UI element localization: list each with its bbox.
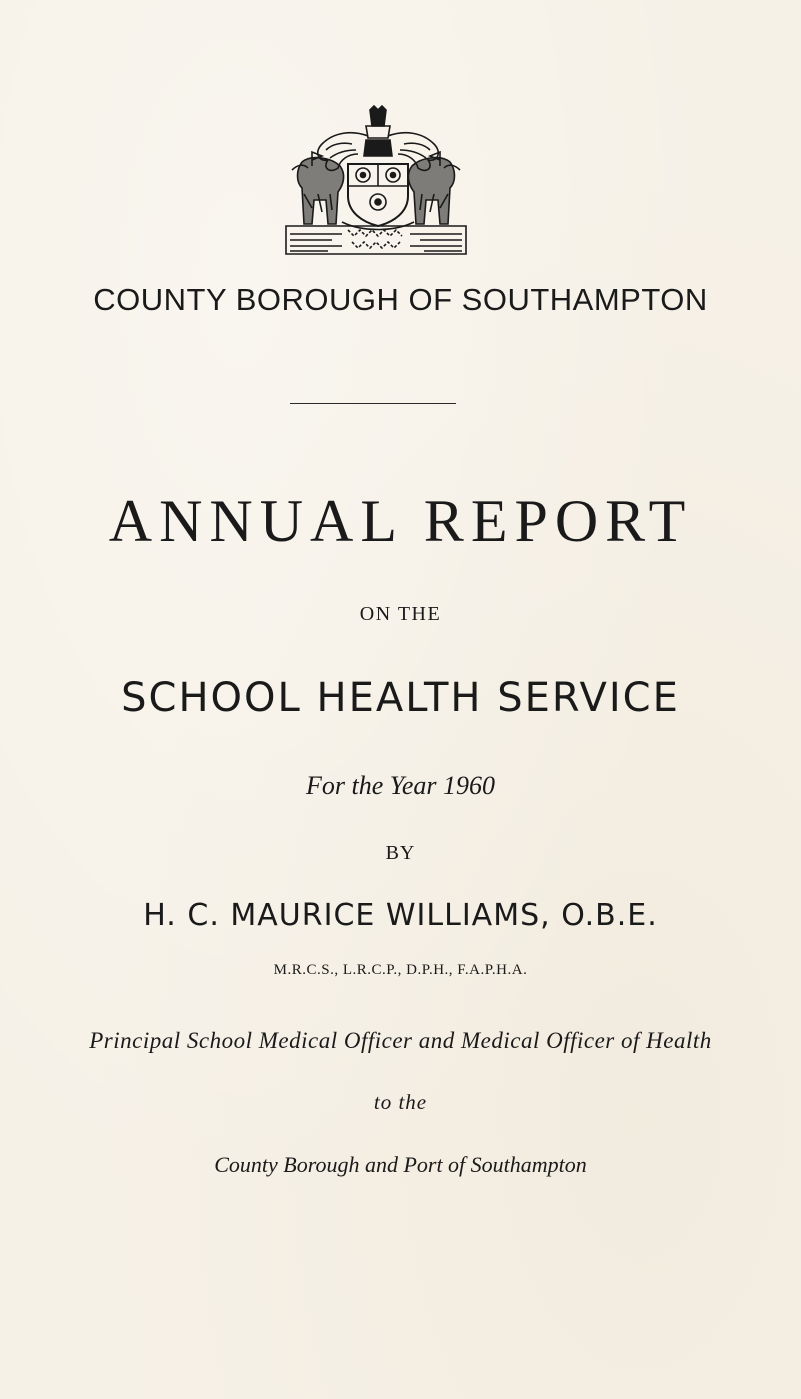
by-label: BY	[385, 842, 416, 864]
report-title: ANNUAL REPORT	[108, 488, 693, 554]
service-title: SCHOOL HEALTH SERVICE	[121, 675, 680, 721]
divider-rule	[290, 403, 456, 404]
author-role: Principal School Medical Officer and Medical Officer of Health	[89, 1028, 712, 1053]
coat-of-arms-icon	[282, 104, 470, 256]
author-name: H. C. MAURICE WILLIAMS, O.B.E.	[143, 898, 658, 933]
county-title: COUNTY BOROUGH OF SOUTHAMPTON	[93, 282, 708, 317]
borough-port-line: County Borough and Port of Southampton	[214, 1152, 587, 1177]
to-the-label: to the	[373, 1090, 428, 1114]
on-the-label: ON THE	[359, 603, 442, 625]
year-line: For the Year 1960	[306, 771, 495, 800]
author-qualifications: M.R.C.S., L.R.C.P., D.P.H., F.A.P.H.A.	[273, 962, 528, 978]
